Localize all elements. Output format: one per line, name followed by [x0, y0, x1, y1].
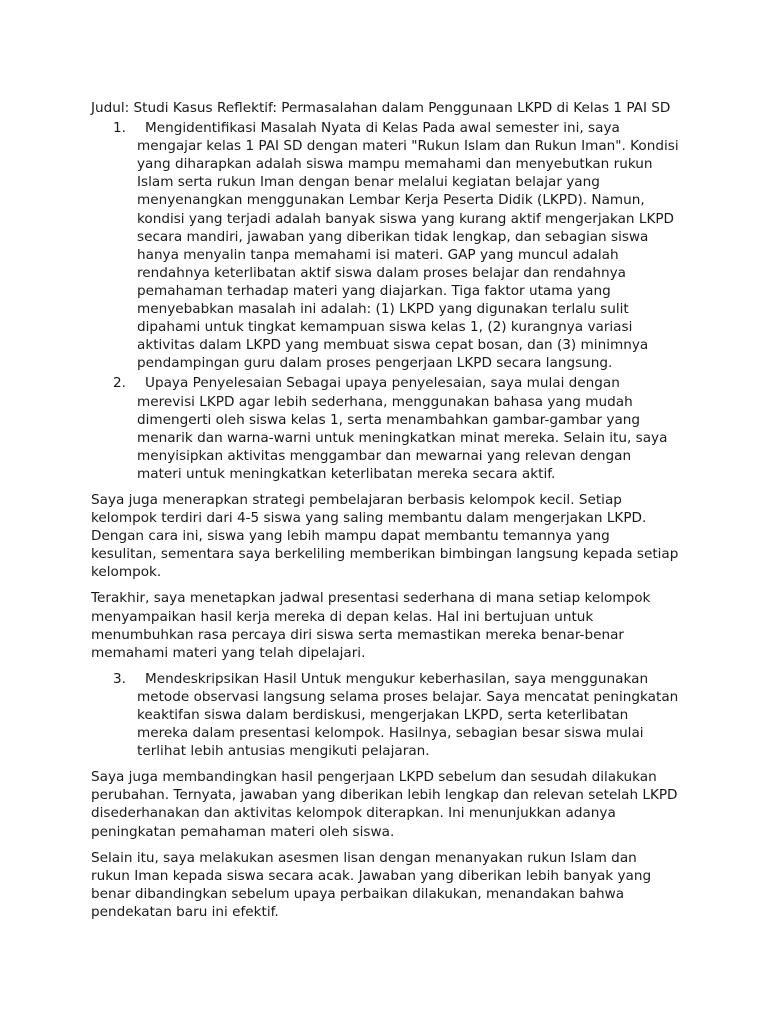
- list-item-3: [91, 670, 679, 760]
- list-text-3: Mendeskripsikan Hasil Untuk mengukur keberhasilan, saya menggunakan metode observasi langsung selama proses belajar. Saya mencatat peningkatan keaktifan siswa dalam berdiskusi, mengerjakan LKPD, serta keterlibatan mereka dalam presentasi kelompok. Hasilnya, sebagian besar siswa mulai terlihat lebih antusias mengikuti pelajaran.: [137, 670, 679, 760]
- paragraph-3: Saya juga membandingkan hasil pengerjaan LKPD sebelum dan sesudah dilakukan perubahan. Ternyata, jawaban yang diberikan lebih lengkap dan relevan setelah LKPD disederhanakan dan aktivitas kelompok diterapkan. Ini menunjukkan adanya peningkatan pemahaman materi oleh siswa.: [91, 769, 678, 840]
- document-page: [91, 99, 679, 929]
- list-number-2: 2.: [113, 375, 126, 392]
- list-item-2: [91, 374, 679, 483]
- paragraph-4: Selain itu, saya melakukan asesmen lisan dengan menanyakan rukun Islam dan rukun Iman kepada siswa secara acak. Jawaban yang diberikan lebih banyak yang benar dibandingkan sebelum upaya perbaikan dilakukan, menandakan bahwa pendekatan baru ini efektif.: [91, 849, 652, 920]
- list-text-2: Upaya Penyelesaian Sebagai upaya penyelesaian, saya mulai dengan merevisi LKPD agar lebih sederhana, menggunakan bahasa yang mudah dimengerti oleh siswa kelas 1, serta menambahkan gambar-gambar yang menarik dan warna-warni untuk meningkatkan minat mereka. Selain itu, saya menyisipkan aktivitas menggambar dan mewarnai yang relevan dengan materi untuk meningkatkan keterlibatan mereka secara aktif.: [137, 375, 668, 482]
- paragraph-2: Terakhir, saya menetapkan jadwal presentasi sederhana di mana setiap kelompok menyampaikan hasil kerja mereka di depan kelas. Hal ini bertujuan untuk menumbuhkan rasa percaya diri siswa serta memastikan mereka benar-benar memahami materi yang telah dipelajari.: [91, 590, 651, 661]
- list-number-3: 3.: [113, 670, 126, 687]
- list-text-1: Mengidentifikasi Masalah Nyata di Kelas Pada awal semester ini, saya mengajar kelas 1 PAI SD dengan materi "Rukun Islam dan Rukun Iman". Kondisi yang diharapkan adalah siswa mampu memahami dan menyebutkan rukun Islam serta rukun Iman dengan benar melalui kegiatan belajar yang menyenangkan menggunakan Lembar Kerja Peserta Didik (LKPD). Namun, kondisi yang terjadi adalah banyak siswa yang kurang aktif mengerjakan LKPD secara mandiri, jawaban yang diberikan tidak lengkap, dan sebagian siswa hanya menyalin tanpa memahami isi materi. GAP yang muncul adalah rendahnya keterlibatan aktif siswa dalam proses belajar dan rendahnya pemahaman terhadap materi yang diajarkan. Tiga faktor utama yang menyebabkan masalah ini adalah: (1) LKPD yang digunakan terlalu sulit dipahami untuk tingkat kemampuan siswa kelas 1, (2) kurangnya variasi aktivitas dalam LKPD yang membuat siswa cepat bosan, dan (3) minimnya pendampingan guru dalam proses pengerjaan LKPD secara langsung.: [137, 120, 679, 372]
- list-number-1: 1.: [113, 120, 126, 137]
- paragraph-1: Saya juga menerapkan strategi pembelajaran berbasis kelompok kecil. Setiap kelompok terdiri dari 4-5 siswa yang saling membantu dalam mengerjakan LKPD. Dengan cara ini, siswa yang lebih mampu dapat membantu temannya yang kesulitan, sementara saya berkeliling memberikan bimbingan langsung kepada setiap kelompok.: [91, 491, 679, 581]
- document-title: Judul: Studi Kasus Reflektif: Permasalahan dalam Penggunaan LKPD di Kelas 1 PAI SD: [91, 100, 671, 116]
- list-item-1: [91, 119, 679, 372]
